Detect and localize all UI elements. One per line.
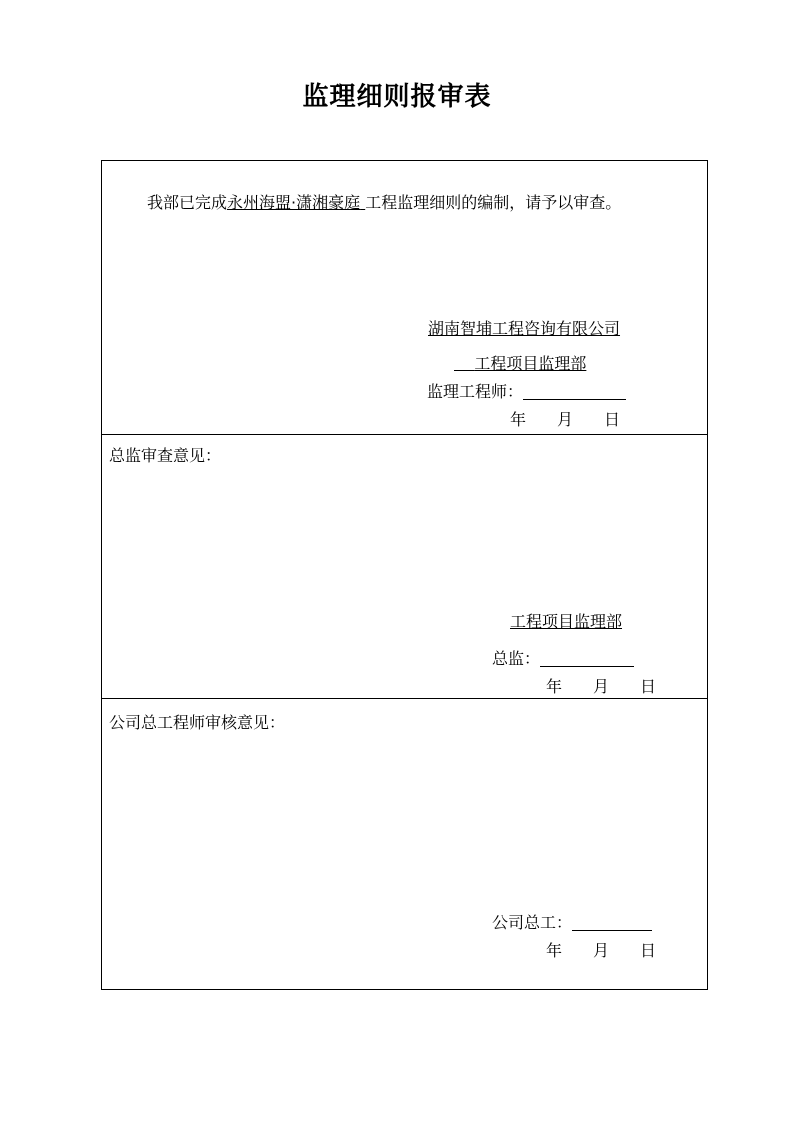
date-month: 月	[593, 677, 610, 696]
company-engineer-section	[102, 699, 707, 990]
company-name: 湖南智埔工程咨询有限公司	[428, 319, 621, 338]
chief-review-heading: 总监审查意见：	[109, 446, 222, 465]
company-engineer-date	[546, 941, 656, 961]
submission-statement	[147, 193, 621, 213]
chief-signature-line	[492, 649, 634, 669]
date-year: 年	[546, 941, 563, 960]
date-month: 月	[557, 410, 574, 429]
chief-department: 工程项目监理部	[510, 612, 623, 631]
statement-prefix: 我部已完成	[147, 193, 228, 212]
statement-suffix: 工程监理细则的编制，请予以审查。	[365, 193, 622, 212]
company-engineer-label: 公司总工：	[492, 913, 573, 932]
date-day: 日	[604, 410, 621, 429]
date-month: 月	[593, 941, 610, 960]
company-engineer-signature-line	[492, 913, 652, 933]
engineer-label: 监理工程师：	[427, 382, 524, 401]
date-day: 日	[640, 677, 657, 696]
project-name[interactable]: 永州海盟·潇湘豪庭	[227, 193, 361, 212]
page-title: 监理细则报审表	[302, 82, 492, 112]
chief-review-date	[546, 677, 656, 697]
submission-date	[510, 410, 620, 430]
supervision-department: 工程项目监理部	[474, 354, 587, 373]
company-engineer-heading: 公司总工程师审核意见：	[109, 713, 286, 732]
chief-signature-field[interactable]	[540, 649, 634, 667]
submission-section	[102, 161, 707, 435]
review-form-table	[101, 160, 708, 990]
engineer-signature-field[interactable]	[523, 382, 626, 400]
date-year: 年	[510, 410, 527, 429]
company-engineer-signature-field[interactable]	[572, 913, 652, 931]
chief-review-section	[102, 435, 707, 699]
date-day: 日	[640, 941, 657, 960]
chief-label: 总监：	[492, 649, 541, 668]
date-year: 年	[546, 677, 563, 696]
engineer-signature-line	[427, 382, 626, 402]
